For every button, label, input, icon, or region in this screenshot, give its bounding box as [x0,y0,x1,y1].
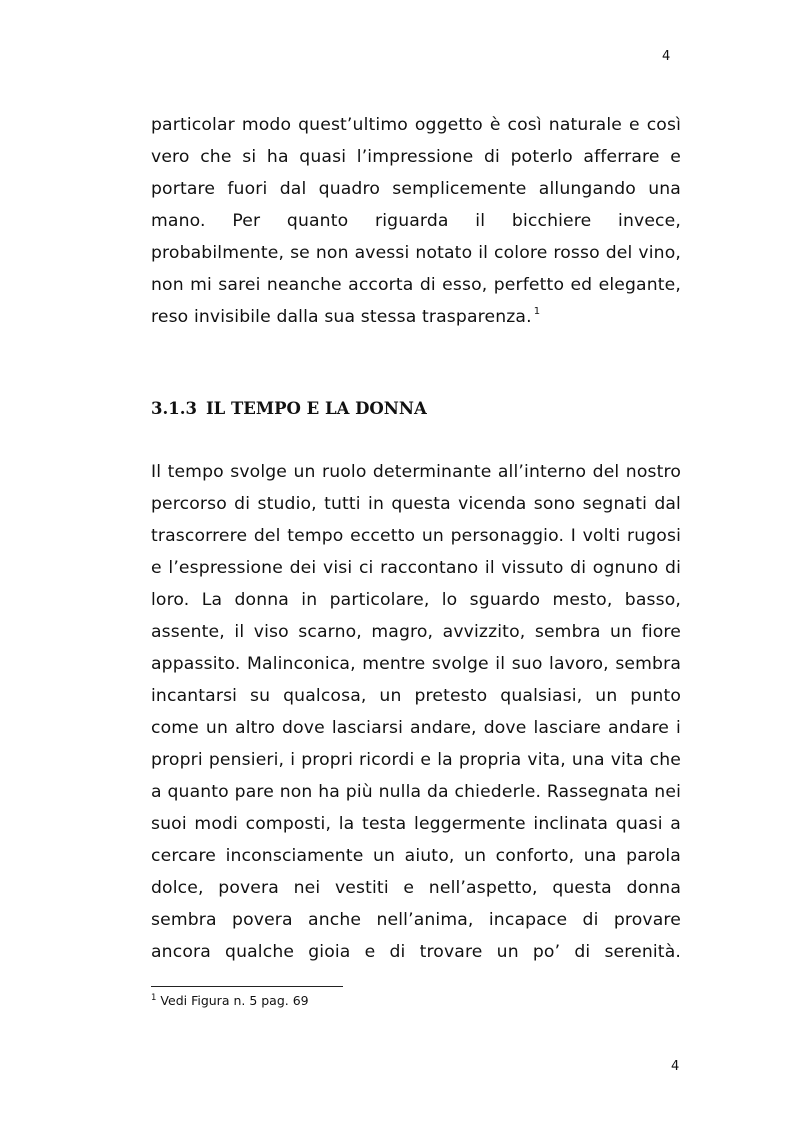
paragraph-line: particolar modo quest’ultimo oggetto è così naturale e così [151,115,681,135]
paragraph-line: reso invisibile dalla sua stessa trasparenza. [151,307,532,327]
paragraph-line: appassito. Malinconica, mentre svolge il suo lavoro, sembra [151,654,681,674]
paragraph-2 [151,456,681,968]
paragraph-line: non mi sarei neanche accorta di esso, perfetto ed elegante, [151,275,681,295]
paragraph-line: incantarsi su qualcosa, un pretesto qualsiasi, un punto [151,686,681,706]
paragraph-line: cercare inconsciamente un aiuto, un conforto, una parola [151,846,681,866]
paragraph-line: probabilmente, se non avessi notato il colore rosso del vino, [151,243,681,263]
footnote-text: Vedi Figura n. 5 pag. 69 [160,993,309,1008]
page-number-top: 4 [662,49,671,64]
footnote-marker: 1 [151,993,157,1003]
paragraph-line: e l’espressione dei visi ci raccontano il vissuto di ognuno di [151,558,681,578]
page-number-bottom: 4 [671,1059,680,1074]
paragraph-line: propri pensieri, i propri ricordi e la propria vita, una vita che [151,750,681,770]
paragraph-line: trascorrere del tempo eccetto un personaggio. I volti rugosi [151,526,681,546]
paragraph-line: Il tempo svolge un ruolo determinante all’interno del nostro [151,462,681,482]
paragraph-line: dolce, povera nei vestiti e nell’aspetto, questa donna [151,878,681,898]
footnote-reference: 1 [533,306,541,317]
section-title: IL TEMPO E LA DONNA [205,399,427,418]
paragraph-line: portare fuori dal quadro semplicemente allungando una [151,179,681,199]
paragraph-1 [151,109,681,333]
paragraph-line: ancora qualche gioia e di trovare un po’ di serenità. [151,942,681,962]
footnote [151,992,309,1010]
paragraph-line: vero che si ha quasi l’impressione di poterlo afferrare e [151,147,681,167]
paragraph-line: percorso di studio, tutti in questa vicenda sono segnati dal [151,494,681,514]
section-number: 3.1.3 [151,399,197,418]
paragraph-line: suoi modi composti, la testa leggermente inclinata quasi a [151,814,681,834]
paragraph-line: sembra povera anche nell’anima, incapace di provare [151,910,681,930]
paragraph-line: come un altro dove lasciarsi andare, dove lasciare andare i [151,718,681,738]
paragraph-last-line [151,301,681,333]
footnote-separator [151,986,343,987]
paragraph-line: assente, il viso scarno, magro, avvizzito, sembra un fiore [151,622,681,642]
paragraph-line: a quanto pare non ha più nulla da chiederle. Rassegnata nei [151,782,681,802]
paragraph-line: mano. Per quanto riguarda il bicchiere invece, [151,211,681,231]
section-heading [151,397,427,421]
paragraph-line: loro. La donna in particolare, lo sguardo mesto, basso, [151,590,681,610]
